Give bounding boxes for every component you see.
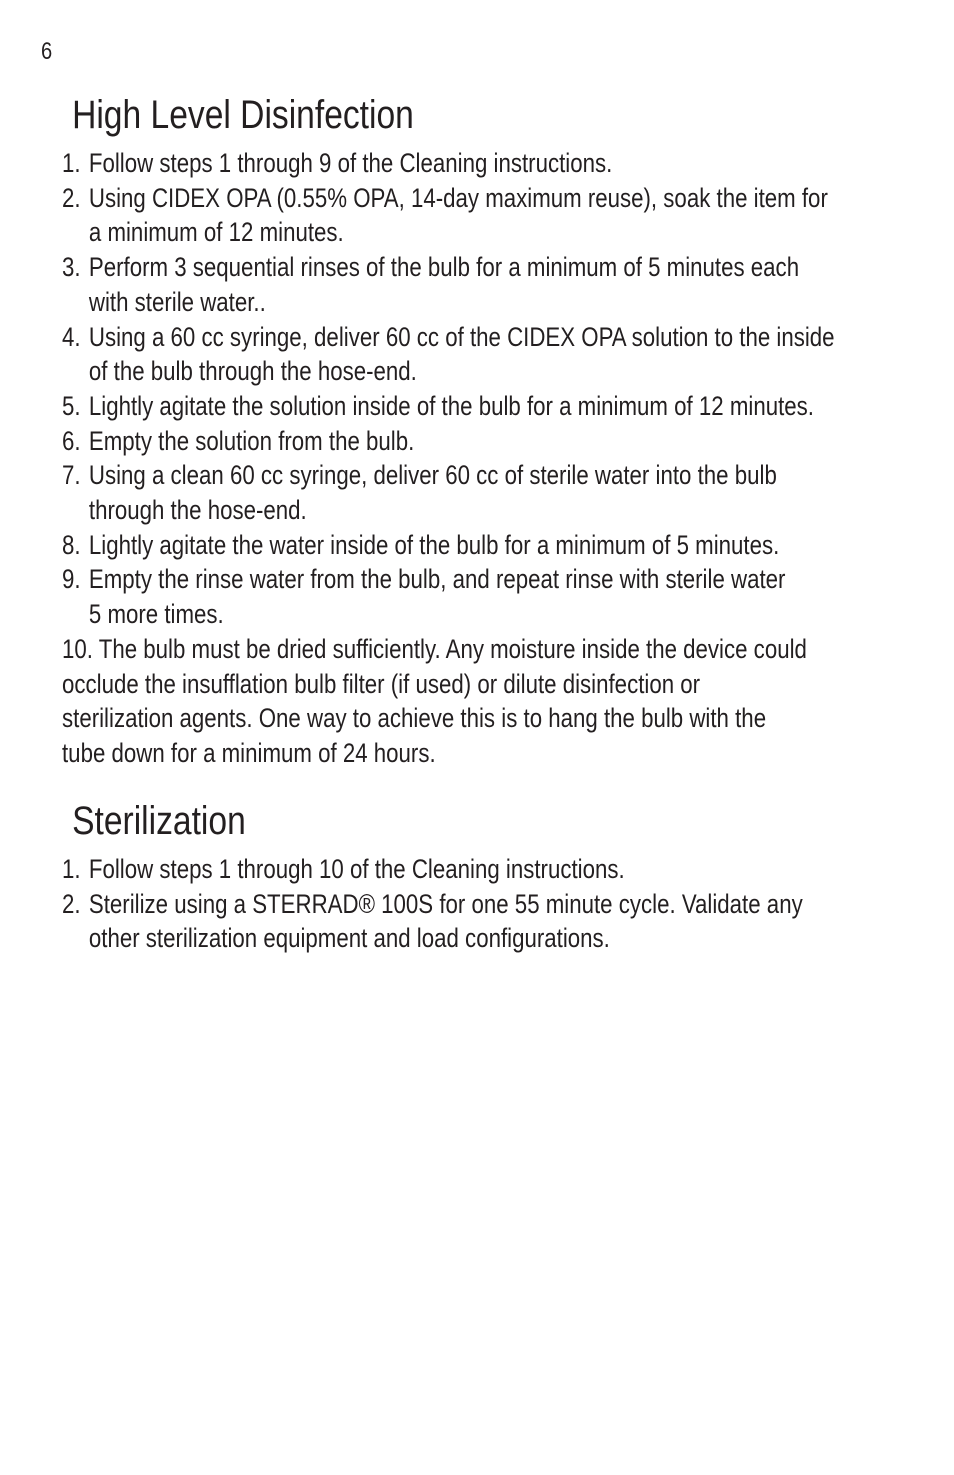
sterilization-steps [62,852,885,956]
step-text-first-line: The bulb must be dried sufficiently. Any moisture inside the device could [92,633,807,664]
list-item [62,632,885,771]
high-level-disinfection-section [62,92,885,771]
list-item [62,562,885,631]
list-item [62,320,885,389]
step-number: 7. [62,460,81,491]
list-item [62,146,885,181]
step-text: occlude the insufflation bulb filter (if used) or dilute disinfection or sterilization agents. One way to achieve this is to hang the bulb with the tube down for a minimum of 24 hours. [62,668,767,768]
list-item [62,458,885,527]
step-number: 2. [62,888,81,919]
section-title-sterilization: Sterilization [72,799,246,843]
step-text: Using a 60 cc syringe, deliver 60 cc of the CIDEX OPA solution to the inside of the bulb through the hose-end. [88,321,835,387]
list-item [62,389,885,424]
step-number: 3. [62,252,81,283]
page-number: 6 [41,38,53,65]
list-item [62,181,885,250]
step-text: Using CIDEX OPA (0.55% OPA, 14-day maximum reuse), soak the item for a minimum of 12 minutes. [88,182,828,248]
step-text: Using a clean 60 cc syringe, deliver 60 cc of sterile water into the bulb through the hose-end. [88,460,777,526]
step-number: 6. [62,425,81,456]
step-number: 10. [62,633,93,664]
step-text: Sterilize using a STERRAD® 100S for one 55 minute cycle. Validate any other sterilization equipment and load configurations. [88,888,803,954]
list-item [62,887,885,956]
step-number: 8. [62,529,81,560]
list-item [62,852,885,887]
step-number: 1. [62,854,81,884]
step-text: Lightly agitate the water inside of the bulb for a minimum of 5 minutes. [88,529,780,560]
step-text: Perform 3 sequential rinses of the bulb for a minimum of 5 minutes each with sterile water.. [88,252,800,317]
list-item [62,424,885,459]
sterilization-section [62,798,885,956]
step-number: 9. [62,564,81,595]
step-number: 2. [62,182,81,213]
high-level-disinfection-steps [62,146,885,771]
list-item [62,250,885,319]
step-text: Follow steps 1 through 9 of the Cleaning instructions. [88,148,613,178]
step-text: Follow steps 1 through 10 of the Cleaning instructions. [88,854,625,884]
step-number: 5. [62,390,81,421]
step-number: 4. [62,321,81,352]
step-number: 1. [62,148,81,178]
step-text: Lightly agitate the solution inside of the bulb for a minimum of 12 minutes. [88,390,814,421]
step-text: Empty the solution from the bulb. [88,425,415,456]
step-text: Empty the rinse water from the bulb, and repeat rinse with sterile water 5 more times. [88,564,786,630]
section-title-high-level-disinfection: High Level Disinfection [72,93,414,137]
list-item [62,528,885,563]
